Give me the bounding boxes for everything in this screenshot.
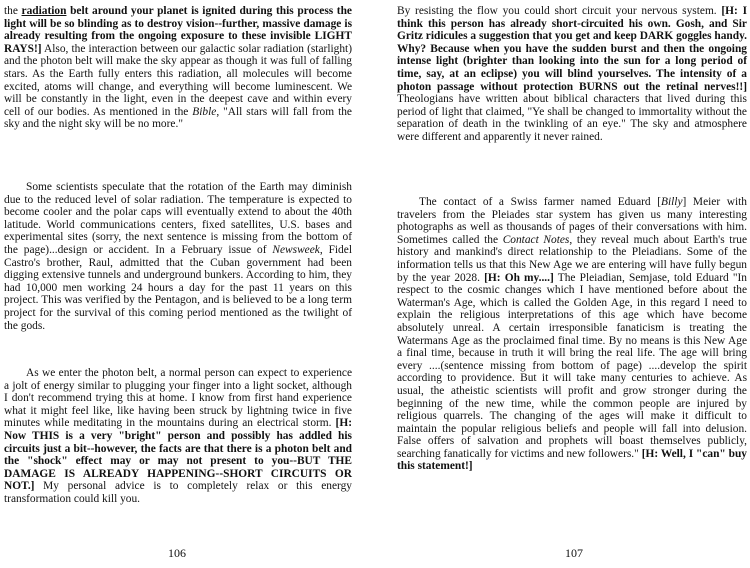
right-paragraph-1: By resisting the flow you could short circuit your nervous system. [H: I think this person has already short-circuited his own. Gosh, and Sir Gritz ridicules a suggestion that you get and keep DARK goggles handy. Why? Because when you have the sudden burst and then the ongoing intense light (brighter than looking into the sun for a long period of time, say, at an eclipse) you will blind yourselves. The intensity of a photon passage without protection BURNS out the retinal nerves!!] Theologians have written about biblical characters that lived during this period of light that claimed, "Ye shall be changed to immortality without the separation of death in the twinkling of an eye." The sky and atmosphere were different and apparently it never rained. (397, 5, 747, 143)
right-page-number: 107 (565, 546, 583, 560)
left-page-number: 106 (168, 546, 186, 560)
left-page (0, 0, 368, 568)
left-paragraph-2: Some scientists speculate that the rotation of the Earth may diminish due to the reduced level of solar radiation. The temperature is expected to become cooler and the polar caps will eventually extend to about the 40th latitude. World communications centers, fixed satellites, U.S. bases and experimental sites (sorry, the next sentence is missing from the bottom of the page)...design or accident. In a February issue of Newsweek, Fidel Castro's brother, Raul, admitted that the Cuban government had been digging extensive tunnels and underground bunkers. According to him, they had 10,000 men working 24 hours a day for the past 11 years on this project. This was verified by the Pentagon, and is believed to be a long term project for the survival of this coming period mentioned as the twilight of the gods. (4, 181, 352, 332)
right-paragraph-2: The contact of a Swiss farmer named Eduard [Billy] Meier with travelers from the Pleiades star system has given us many interesting photographs as well as thousands of pages of their conversations with him. Sometimes called the Contact Notes, they reveal much about Earth's true history and mankind's direct relationship to the Pleiadians. Some of the information tells us that this New Age we are entering will have fully begun by the year 2028. [H: Oh my....] The Pleiadian, Semjase, told Eduard "In respect to the cosmic changes which I have mentioned before about the Waterman's Age, which is called the Golden Age, in this regard I need to explain the religious interpretations of this age which have become absolutely unreal. A certain irresponsible fanaticism is treating the Watermans Age as the proclaimed final time. By no means is this New Age a final time, because in truth it will bring the real life. The age will bring every ....(sentence missing from bottom of page) ....develop the spirit according to providence. But it will take many centuries to achieve. As usual, the atheistic scientists will profit and grow stronger during the beginning of the new time, while the common people are injured by religious quarrels. The changing of the ages will make it difficult to maintain the popular religious beliefs and people will fall into delusion. False offers of salvation and prophets will boast themselves publicly, searching fanatically for victims and new followers." [H: Well, I "can" buy this statement!] (397, 196, 747, 473)
left-paragraph-1: the radiation belt around your planet is ignited during this process the light will be so blinding as to destroy vision--further, massive damage is already resulting from the ongoing exposure to these invisible LIGHT RAYS!] Also, the interaction between our galactic solar radiation (starlight) and the photon belt will make the sky appear as though it was full of falling stars. As the Earth fully enters this radiation, all molecules will become excited, atoms will change, and everything will become luminescent. We will be constantly in the light, even in the deepest cave and within every cell of our bodies. As mentioned in the Bible, "All stars will fall from the sky and the night sky will be no more." (4, 5, 352, 131)
left-paragraph-3: As we enter the photon belt, a normal person can expect to experience a jolt of energy similar to plugging your finger into a light socket, although I don't recommend trying this at home. I know from first hand experience what it might feel like, like having been struck by lightning twice in five minutes while meditating in the mountains during an electrical storm. [H: Now THIS is a very "bright" person and possibly has addled his circuits just a bit--however, the facts are that there is a photon belt and the "shock" effect may or may not present to you--BUT THE DAMAGE IS ALREADY HAPPENING--SHORT CIRCUITS OR NOT.] My personal advice is to completely relax or this energy transformation could kill you. (4, 367, 352, 505)
right-page (375, 0, 750, 568)
